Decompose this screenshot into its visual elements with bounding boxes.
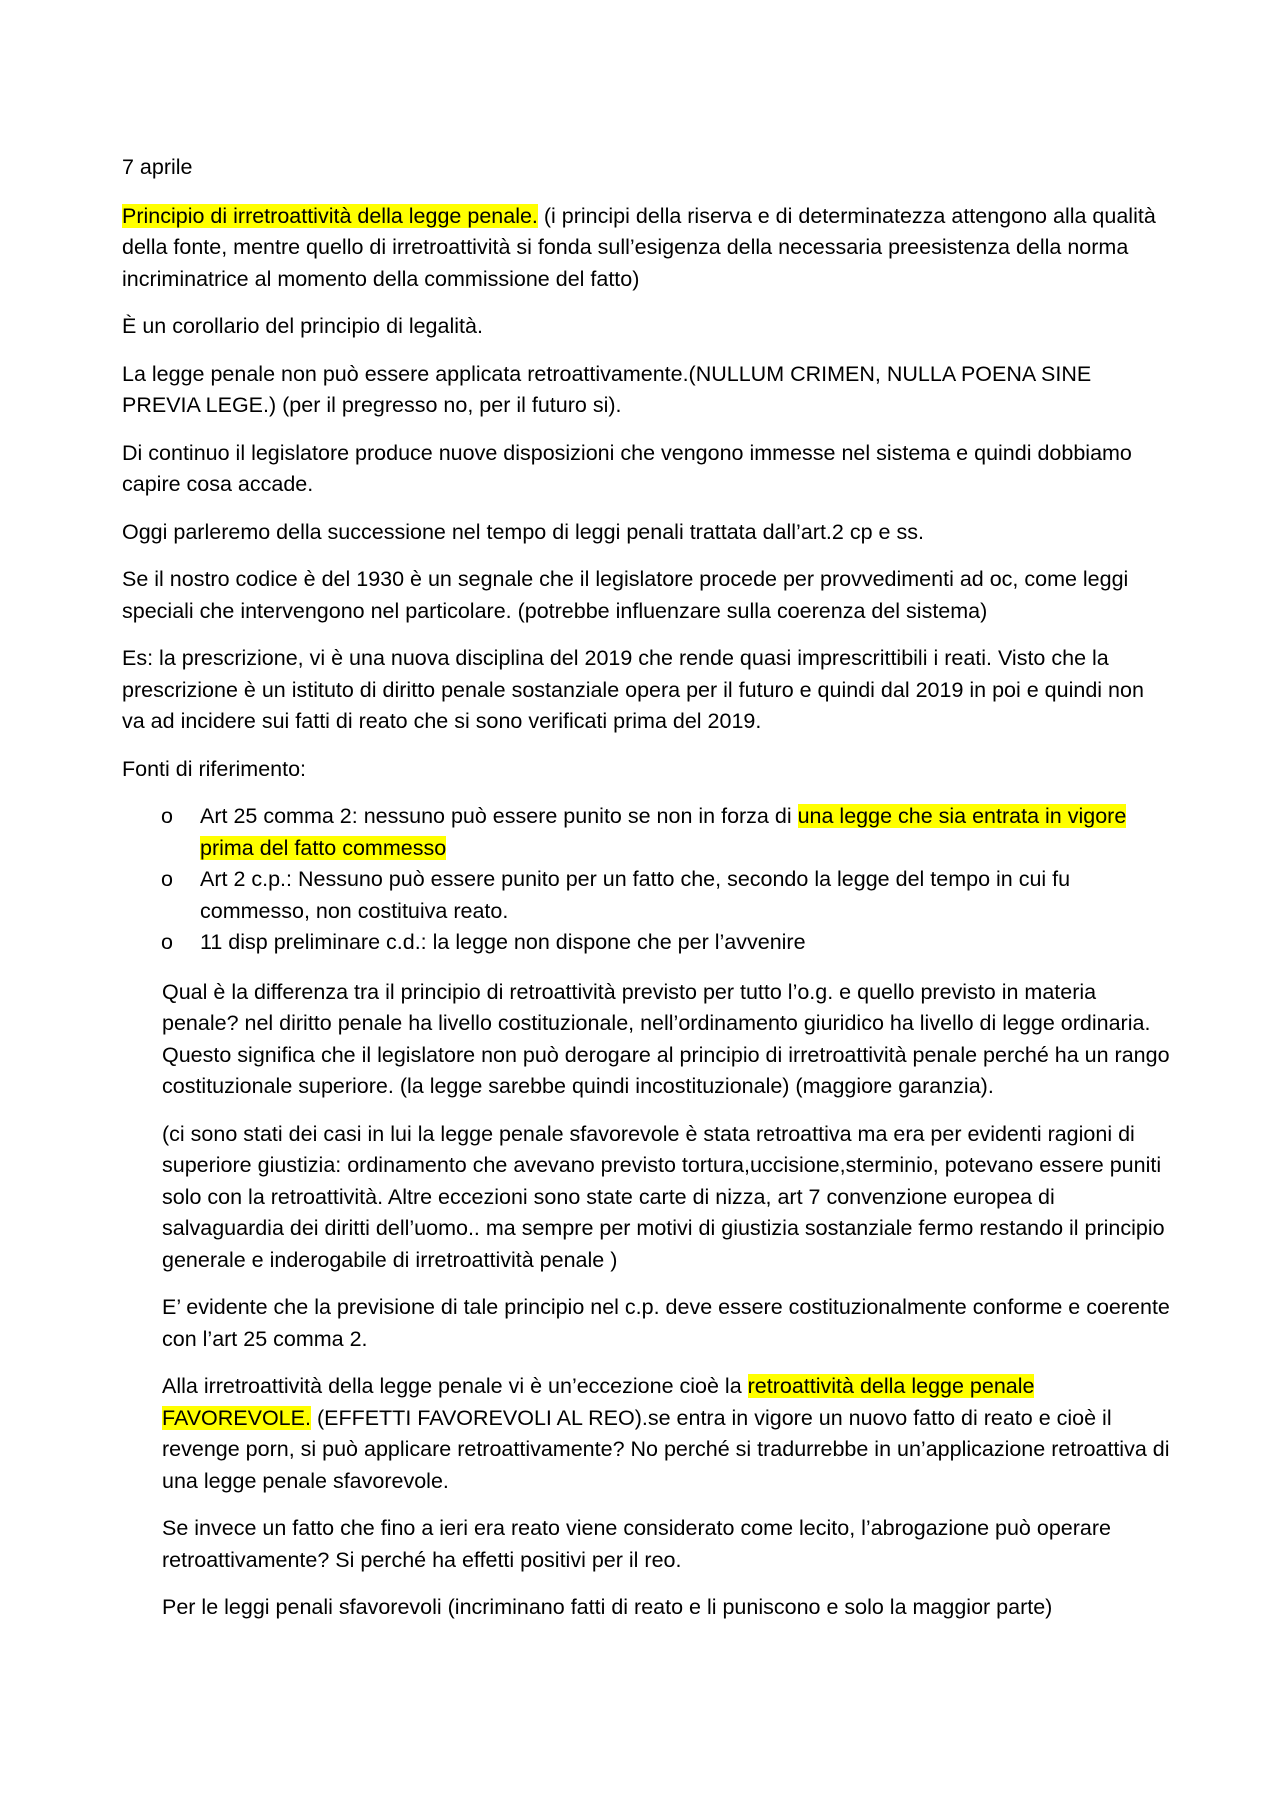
list-item: o 11 disp preliminare c.d.: la legge non dispone che per l’avvenire xyxy=(200,927,1172,959)
paragraph-evidente: E’ evidente che la previsione di tale principio nel c.p. deve essere costituzionalmente conforme e coerente con l’art 25 comma 2. xyxy=(162,1295,1170,1351)
highlighted-title: Principio di irretroattività della legge penale. xyxy=(122,203,538,228)
paragraph-retroattivita: La legge penale non può essere applicata retroattivamente.(NULLUM CRIMEN, NULLA POENA SINE PREVIA LEGE.) (per il pregresso no, per il futuro si). xyxy=(122,361,1092,417)
highlighted-text: una legge che sia entrata in vigore prima del fatto commesso xyxy=(200,804,1127,860)
paragraph-legislatore: Di continuo il legislatore produce nuove disposizioni che vengono immesse nel sistema e quindi dobbiamo capire cosa accade. xyxy=(122,440,1132,496)
list-item: o Art 25 comma 2: nessuno può essere punito se non in forza di una legge che sia entrata in vigore prima del fatto commesso xyxy=(200,801,1172,864)
paragraph-differenza: Qual è la differenza tra il principio di retroattività previsto per tutto l’o.g. e quello previsto in materia penale? nel diritto penale ha livello costituzionale, nell’ordinamento giuridico ha livello di legge ordinaria. Questo significa che il legislatore non può derogare al principio di irretroattività penale perché ha un rango costituzionale superiore. (la legge sarebbe quindi incostituzionale) (maggiore garanzia). xyxy=(162,979,1170,1098)
document-body xyxy=(122,152,1172,1624)
paragraph-abrogazione: Se invece un fatto che fino a ieri era reato viene considerato come lecito, l’abrogazione può operare retroattivamente? Si perché ha effetti positivi per il reo. xyxy=(162,1516,1111,1572)
paragraph-corollario: È un corollario del principio di legalità. xyxy=(122,314,483,338)
list-item: o Art 2 c.p.: Nessuno può essere punito per un fatto che, secondo la legge del tempo in cui fu commesso, non costituiva reato. xyxy=(200,864,1172,927)
paragraph-casi: (ci sono stati dei casi in lui la legge penale sfavorevole è stata retroattiva ma era per evidenti ragioni di superiore giustizia: ordinamento che avevano previsto tortura,uccisione,sterminio, potevano essere puniti solo con la retroattività. Altre eccezioni sono state carte di nizza, art 7 convenzione europea di salvaguardia dei diritti dell’uomo.. ma sempre per motivi di giustizia sostanziale fermo restando il principio generale e inderogabile di irretroattività penale ) xyxy=(162,1121,1165,1272)
bullet-marker: o xyxy=(161,804,173,828)
bullet-marker: o xyxy=(161,867,173,891)
paragraph-successione: Oggi parleremo della successione nel tempo di leggi penali trattata dall’art.2 cp e ss. xyxy=(122,519,924,544)
paragraph-prescrizione: Es: la prescrizione, vi è una nuova disciplina del 2019 che rende quasi imprescrittibili i reati. Visto che la prescrizione è un istituto di diritto penale sostanziale opera per il futuro e quindi dal 2019 in poi e quindi non va ad incidere sui fatti di reato che si sono verificati prima del 2019. xyxy=(122,646,1144,733)
highlighted-text: retroattività della legge penale FAVOREVOLE. xyxy=(162,1374,1035,1430)
sources-list xyxy=(122,801,1172,959)
paragraph-text: (i principi della riserva e di determinatezza attengono alla qualità della fonte, mentre quello di irretroattività si fonda sull’esigenza della necessaria preesistenza della norma incriminatrice al momento della commissione del fatto) xyxy=(122,203,1156,291)
bullet-marker: o xyxy=(161,930,173,954)
paragraph-sfavorevoli: Per le leggi penali sfavorevoli (incriminano fatti di reato e li puniscono e solo la maggior parte) xyxy=(162,1595,1053,1619)
paragraph-principio xyxy=(122,201,1172,296)
paragraph-codice: Se il nostro codice è del 1930 è un segnale che il legislatore procede per provvedimenti ad oc, come leggi speciali che intervengono nel particolare. (potrebbe influenzare sulla coerenza del sistema) xyxy=(122,567,1129,623)
date-heading: 7 aprile xyxy=(122,155,193,179)
paragraph-eccezione: Alla irretroattività della legge penale vi è un’eccezione cioè la retroattività della legge penale FAVOREVOLE. (EFFETTI FAVOREVOLI AL REO).se entra in vigore un nuovo fatto di reato e cioè il revenge porn, si può applicare retroattivamente? No perché si tradurrebbe in un’applicazione retroattiva di una legge penale sfavorevole. xyxy=(162,1374,1170,1493)
paragraph-fonti: Fonti di riferimento: xyxy=(122,756,307,781)
